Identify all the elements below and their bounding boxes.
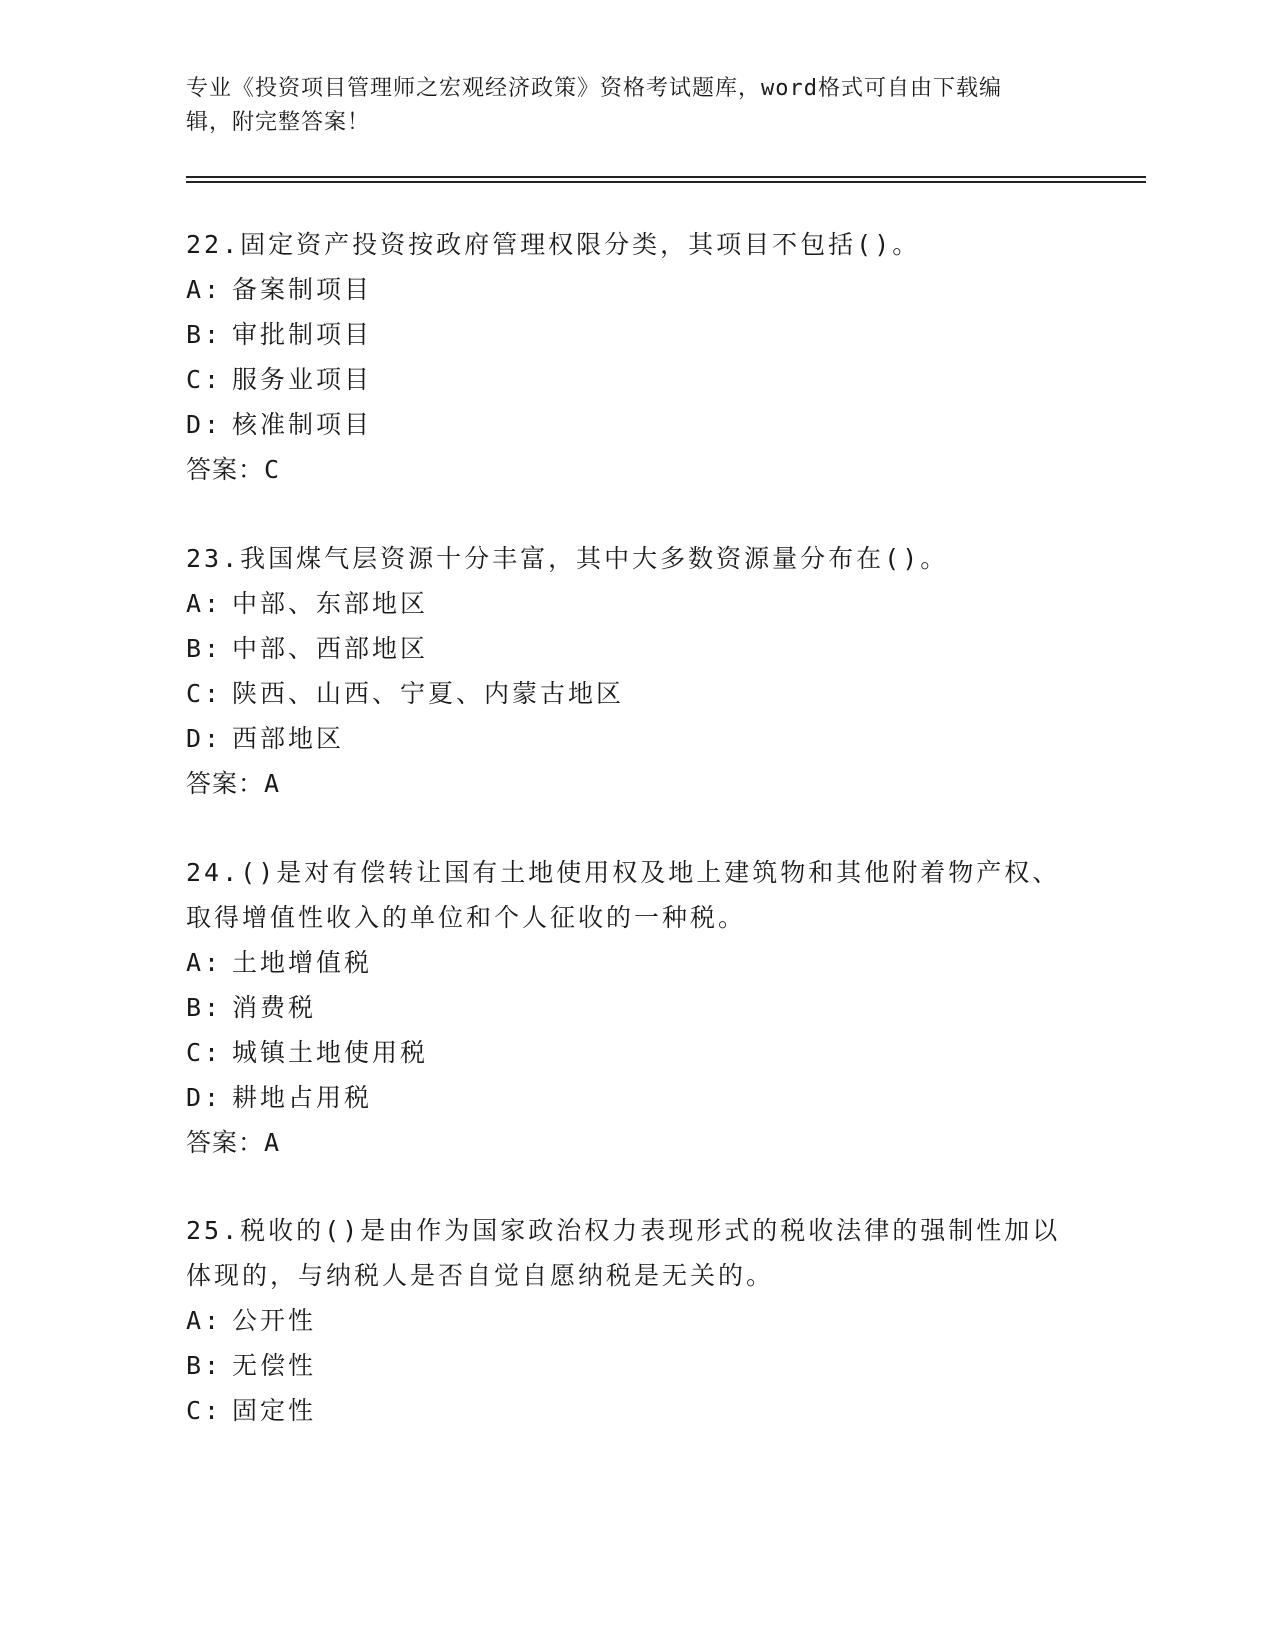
answer-line xyxy=(186,1120,1086,1165)
option-key: B: xyxy=(186,993,223,1022)
question-stem: 22.固定资产投资按政府管理权限分类，其项目不包括()。 xyxy=(186,230,921,259)
option-text: 消费税 xyxy=(232,993,317,1022)
answer-label: 答案： xyxy=(186,1128,265,1157)
option-a xyxy=(186,940,1086,985)
question-25 xyxy=(186,1208,1086,1433)
option-c xyxy=(186,1388,1086,1433)
question-23 xyxy=(186,536,1086,806)
option-text: 审批制项目 xyxy=(232,320,373,349)
option-text: 中部、西部地区 xyxy=(232,634,429,663)
document-header xyxy=(186,72,1066,140)
option-text: 城镇土地使用税 xyxy=(232,1038,429,1067)
option-key: D: xyxy=(186,1083,223,1112)
option-key: B: xyxy=(186,634,223,663)
option-key: A: xyxy=(186,1306,223,1335)
option-text: 耕地占用税 xyxy=(232,1083,373,1112)
answer-label: 答案： xyxy=(186,455,265,484)
question-24 xyxy=(186,850,1086,1165)
option-key: C: xyxy=(186,365,223,394)
answer-label: 答案： xyxy=(186,769,265,798)
option-key: D: xyxy=(186,410,223,439)
option-a xyxy=(186,267,1086,312)
option-b xyxy=(186,985,1086,1030)
answer-value: C xyxy=(264,455,281,484)
option-d xyxy=(186,402,1086,447)
header-line-2: 辑，附完整答案！ xyxy=(186,110,371,135)
option-text: 无偿性 xyxy=(232,1351,317,1380)
option-key: C: xyxy=(186,1038,223,1067)
question-22 xyxy=(186,222,1086,492)
header-divider-top xyxy=(186,176,1146,178)
option-key: C: xyxy=(186,679,223,708)
answer-value: A xyxy=(264,769,281,798)
option-key: A: xyxy=(186,589,223,618)
option-a xyxy=(186,1298,1086,1343)
option-a xyxy=(186,581,1086,626)
question-stem-line-1: 24.()是对有偿转让国有土地使用权及地上建筑物和其他附着物产权、 xyxy=(186,858,1061,887)
option-text: 服务业项目 xyxy=(232,365,373,394)
option-c xyxy=(186,357,1086,402)
option-key: B: xyxy=(186,1351,223,1380)
option-text: 土地增值税 xyxy=(232,948,373,977)
question-stem-line-2: 取得增值性收入的单位和个人征收的一种税。 xyxy=(186,903,747,932)
option-text: 备案制项目 xyxy=(232,275,373,304)
option-text: 公开性 xyxy=(232,1306,317,1335)
option-key: D: xyxy=(186,724,223,753)
option-b xyxy=(186,312,1086,357)
option-text: 中部、东部地区 xyxy=(232,589,429,618)
option-d xyxy=(186,1075,1086,1120)
header-line-1: 专业《投资项目管理师之宏观经济政策》资格考试题库，word格式可自由下载编 xyxy=(186,76,1002,101)
answer-line xyxy=(186,761,1086,806)
option-text: 西部地区 xyxy=(232,724,345,753)
answer-value: A xyxy=(264,1128,281,1157)
option-key: A: xyxy=(186,275,223,304)
option-b xyxy=(186,1343,1086,1388)
option-text: 核准制项目 xyxy=(232,410,373,439)
question-stem-line-1: 25.税收的()是由作为国家政治权力表现形式的税收法律的强制性加以 xyxy=(186,1216,1061,1245)
answer-line xyxy=(186,447,1086,492)
option-d xyxy=(186,716,1086,761)
option-c xyxy=(186,1030,1086,1075)
option-key: B: xyxy=(186,320,223,349)
option-text: 固定性 xyxy=(232,1396,317,1425)
option-b xyxy=(186,626,1086,671)
option-c xyxy=(186,671,1086,716)
header-divider-bottom xyxy=(186,181,1146,183)
option-text: 陕西、山西、宁夏、内蒙古地区 xyxy=(232,679,625,708)
option-key: A: xyxy=(186,948,223,977)
question-stem-line-2: 体现的，与纳税人是否自觉自愿纳税是无关的。 xyxy=(186,1261,775,1290)
option-key: C: xyxy=(186,1396,223,1425)
question-stem: 23.我国煤气层资源十分丰富，其中大多数资源量分布在()。 xyxy=(186,544,949,573)
